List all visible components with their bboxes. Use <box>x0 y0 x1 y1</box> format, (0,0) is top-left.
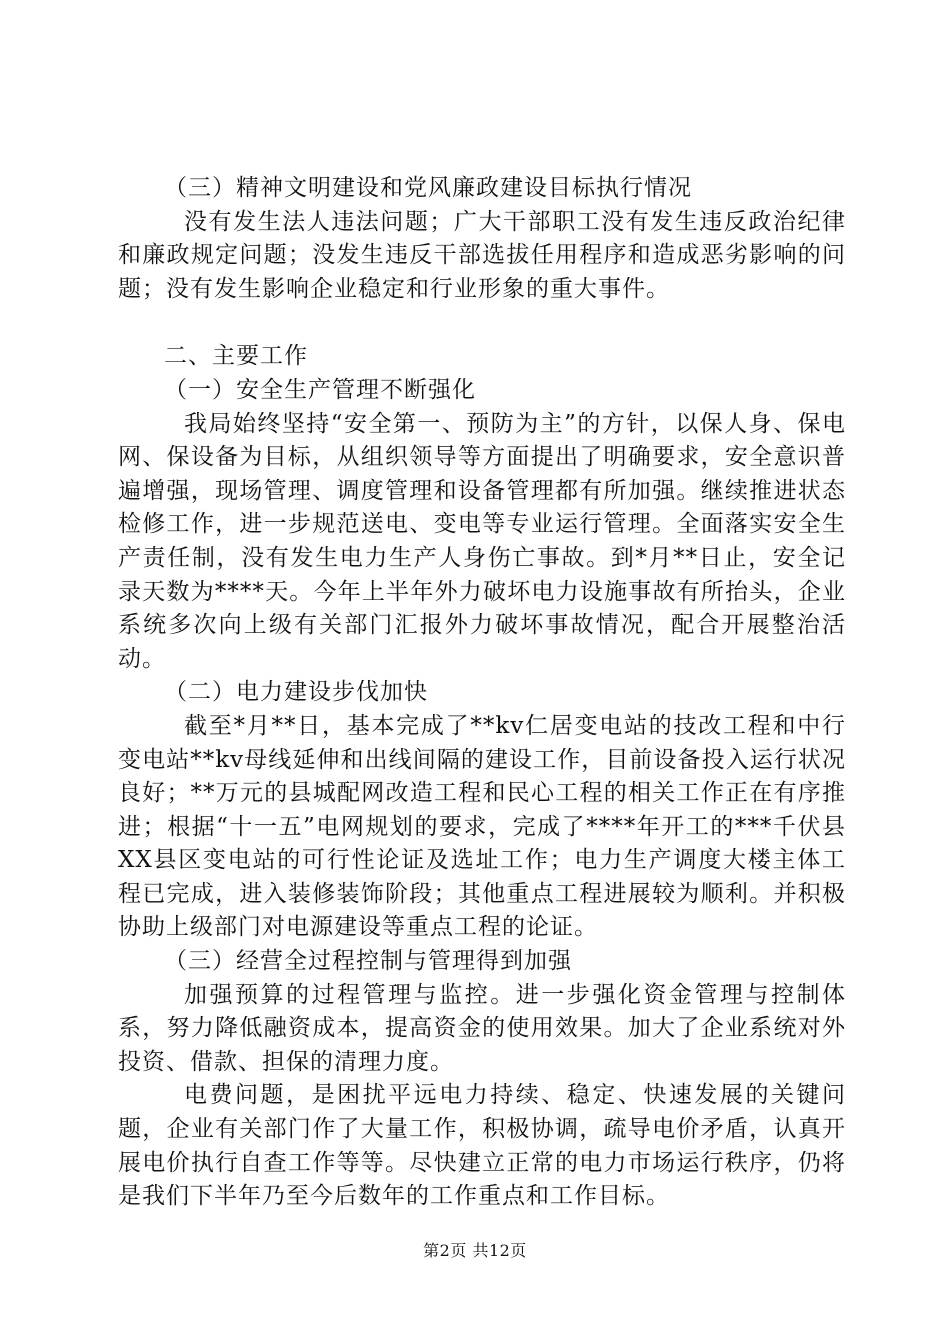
section-heading: （三）精神文明建设和党风廉政建设目标执行情况 <box>164 175 692 201</box>
section-heading: （三）经营全过程控制与管理得到加强 <box>164 948 572 975</box>
paragraph: 没有发生法人违法问题；广大干部职工没有发生违反政治纪律和廉政规定问题；没发生违反干部选拔任用程序和造成恶劣影响的问题；没有发生影响企业稳定和行业形象的重大事件。 <box>118 208 846 302</box>
paragraph: 电费问题，是困扰平远电力持续、稳定、快速发展的关键问题，企业有关部门作了大量工作，积极协调，疏导电价矛盾，认真开展电价执行自查工作等等。尽快建立正常的电力市场运行秩序，仍将是我们下半年乃至今后数年的工作重点和工作目标。 <box>118 1082 846 1210</box>
page-number-footer: 第2页 共12页 <box>423 1241 527 1260</box>
section-heading: （二）电力建设步伐加快 <box>164 679 428 706</box>
paragraph-spacer <box>118 306 846 340</box>
section-heading: （一）安全生产管理不断强化 <box>164 376 476 403</box>
document-body <box>118 172 846 1214</box>
paragraph: 我局始终坚持“安全第一、预防为主”的方针，以保人身、保电网、保设备为目标，从组织领导等方面提出了明确要求，安全意识普遍增强，现场管理、调度管理和设备管理都有所加强。继续推进状态检修工作，进一步规范送电、变电等专业运行管理。全面落实安全生产责任制，没有发生电力生产人身伤亡事故。到*月**日止，安全记录天数为****天。今年上半年外力破坏电力设施事故有所抬头，企业系统多次向上级有关部门汇报外力破坏事故情况，配合开展整治活动。 <box>118 410 846 672</box>
paragraph: 加强预算的过程管理与监控。进一步强化资金管理与控制体系，努力降低融资成本，提高资金的使用效果。加大了企业系统对外投资、借款、担保的清理力度。 <box>118 981 846 1075</box>
paragraph: 截至*月**日，基本完成了**kv仁居变电站的技改工程和中行变电站**kv母线延伸和出线间隔的建设工作，目前设备投入运行状况良好；**万元的县城配网改造工程和民心工程的相关工作正在有序推进；根据“十一五”电网规划的要求，完成了****年开工的***千伏县XX县区变电站的可行性论证及选址工作；电力生产调度大楼主体工程已完成，进入装修装饰阶段；其他重点工程进展较为顺利。并积极协助上级部门对电源建设等重点工程的论证。 <box>118 712 846 941</box>
section-heading: 二、主要工作 <box>164 343 308 370</box>
